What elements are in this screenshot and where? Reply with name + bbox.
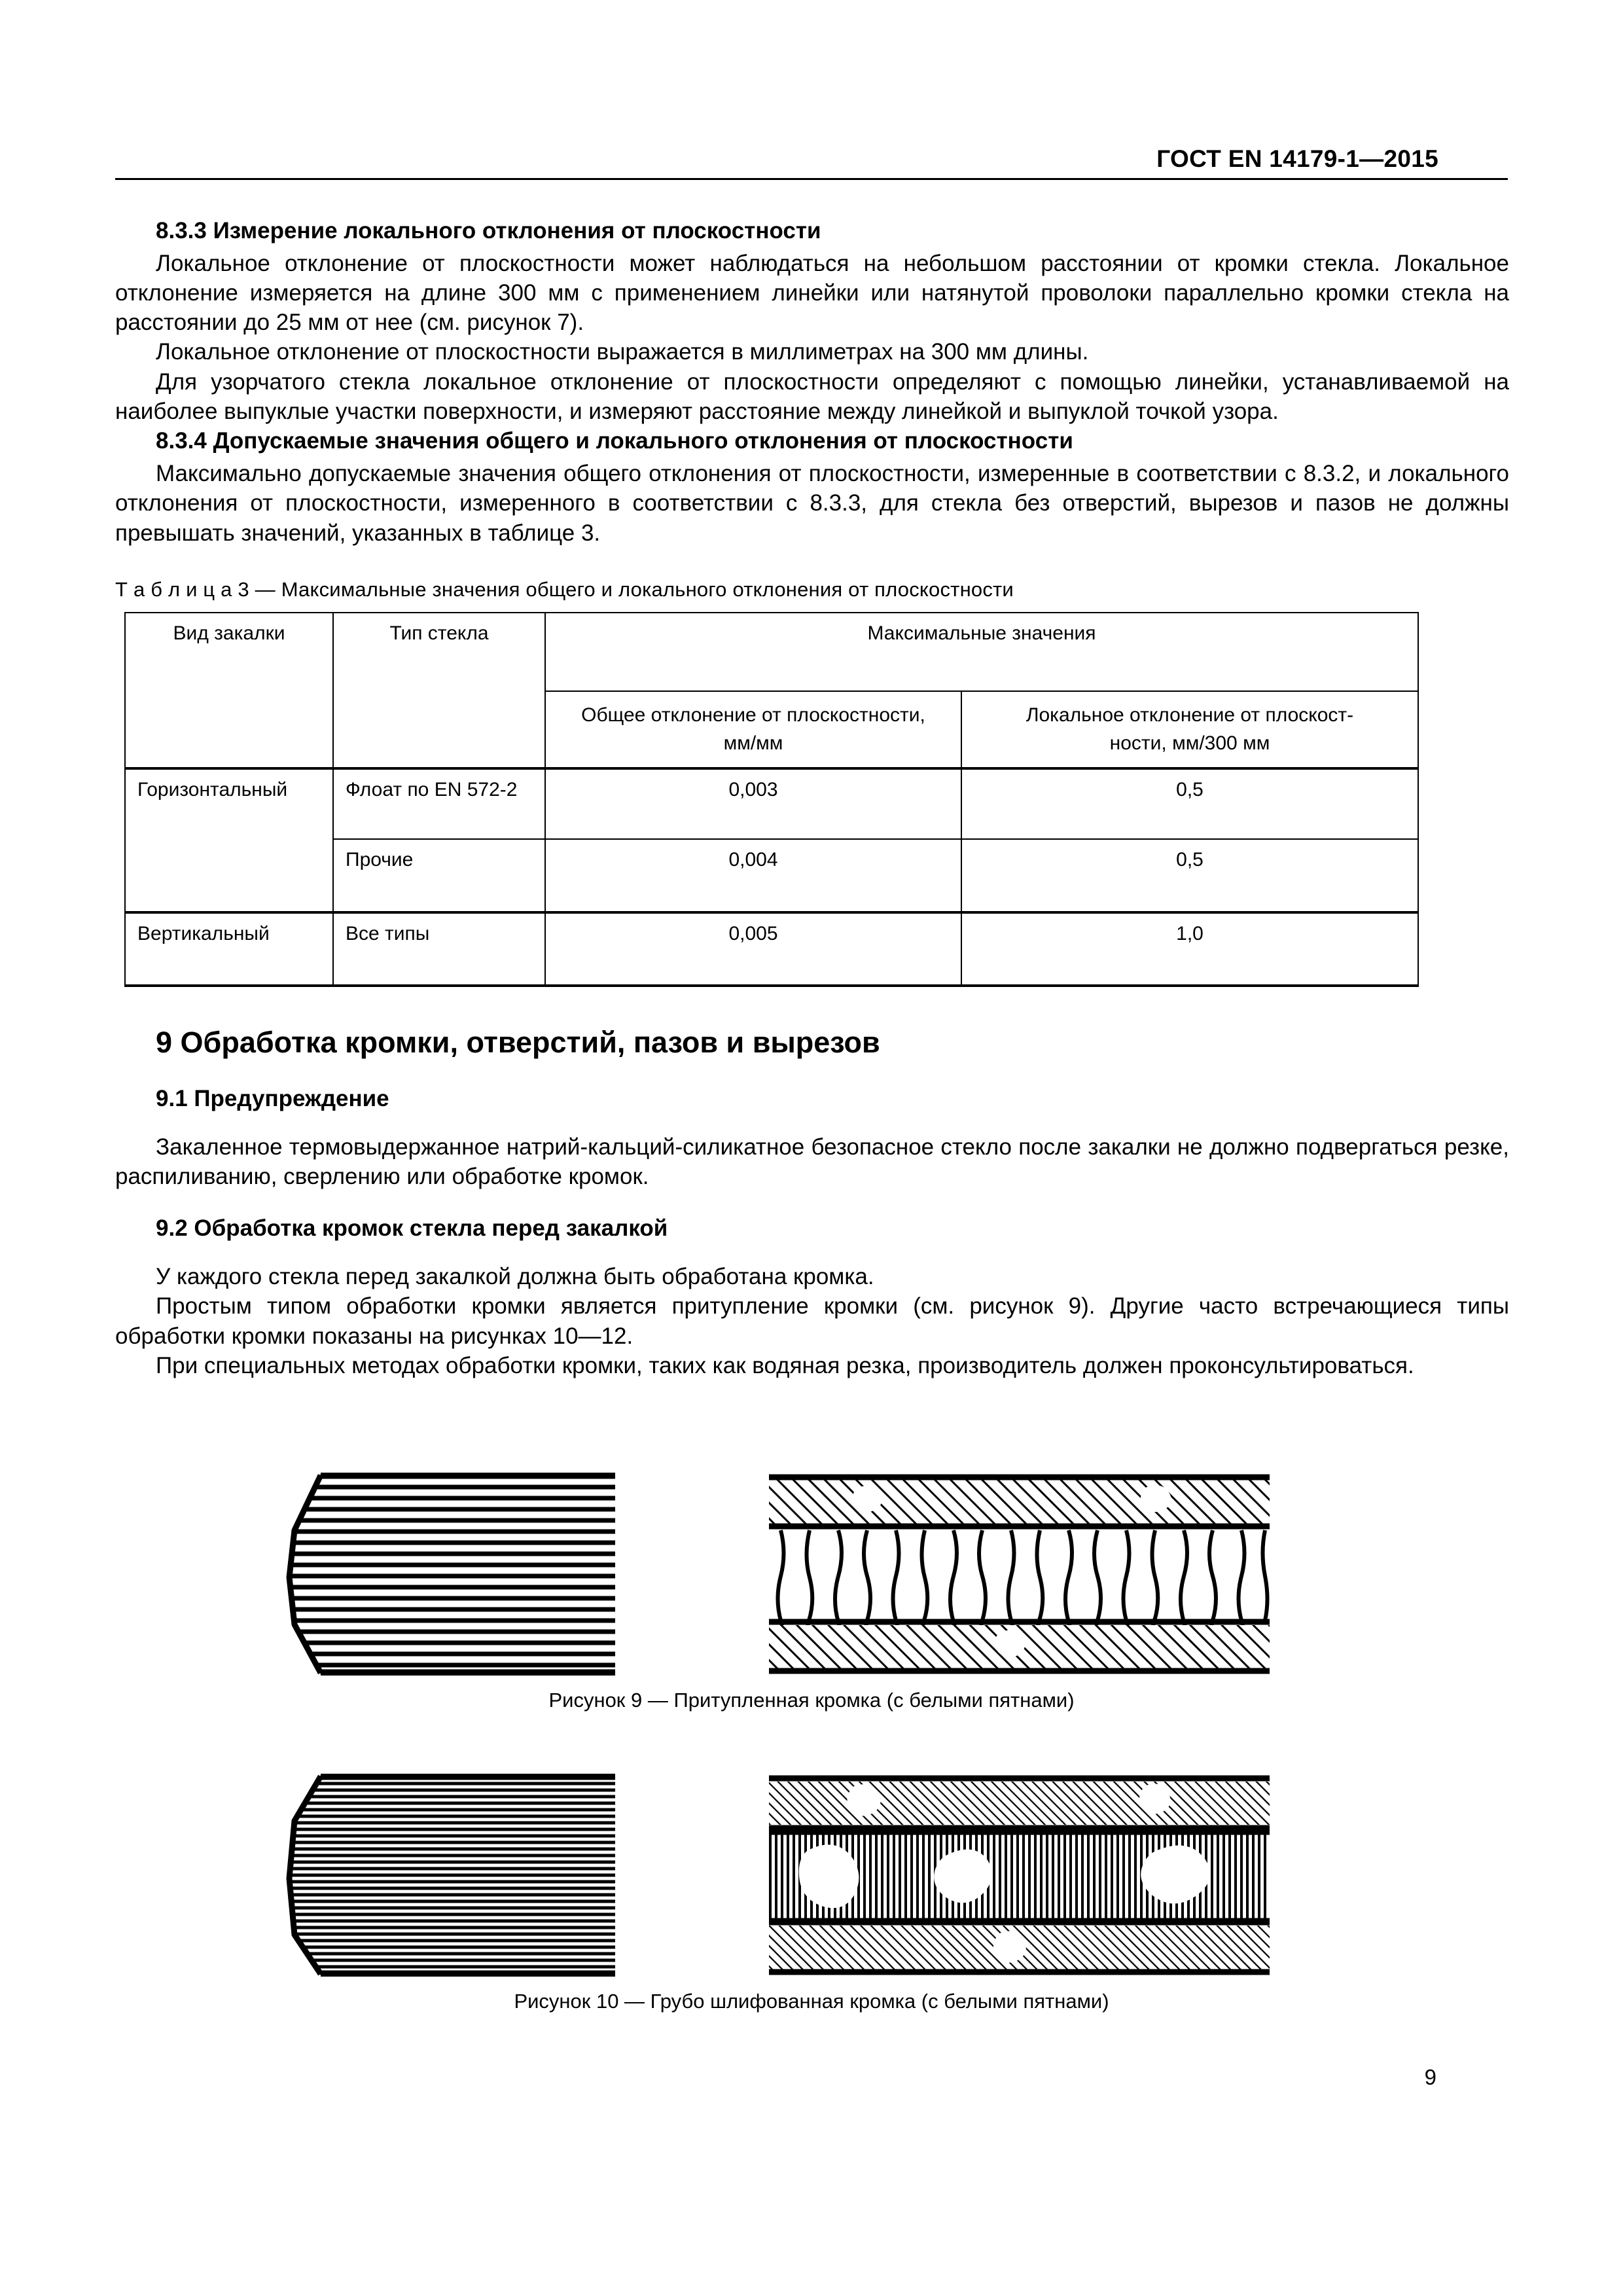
figure-9-block <box>0 1473 1623 1712</box>
table-cell-overall-deviation: 0,005 <box>545 912 961 986</box>
table-cell-glass-type: Прочие <box>333 839 545 912</box>
paragraph-9-2-3: При специальных методах обработки кромки, таких как водяная резка, производитель должен проконсультироваться. <box>156 1352 1414 1378</box>
figure-9-edge-profile-diagram <box>275 1473 615 1676</box>
heading-9-2: 9.2 Обработка кромок стекла перед закалкой <box>156 1215 668 1242</box>
paragraph-9-2-1: У каждого стекла перед закалкой должна быть обработана кромка. <box>156 1263 874 1289</box>
table-header-max-values-group: Максимальные значения <box>545 613 1418 691</box>
figure-10-edge-surface-diagram <box>769 1774 1270 1977</box>
header-divider-line <box>115 178 1508 180</box>
rough-ground-edge-surface-icon <box>769 1774 1270 1977</box>
paragraph-9-1-1: Закаленное термовыдержанное натрий-кальций-силикатное безопасное стекло после закалки не должно подвергаться резке, распиливанию, сверлению или обработке кромок. <box>115 1134 1509 1190</box>
figure-10-caption: Рисунок 10 — Грубо шлифованная кромка (с белыми пятнами) <box>514 1990 1109 2013</box>
paragraph-8-3-3-2: Локальное отклонение от плоскостности выражается в миллиметрах на 300 мм длины. <box>156 339 1089 365</box>
table-cell-local-deviation: 1,0 <box>961 912 1418 986</box>
table-cell-temper-type: Вертикальный <box>125 912 333 986</box>
table-row <box>125 912 1418 986</box>
blunted-edge-surface-icon <box>769 1473 1270 1676</box>
table-cell-temper-type: Горизонтальный <box>125 768 333 912</box>
table-header-overall-deviation: Общее отклонение от плоскостности, мм/мм <box>545 691 961 768</box>
paragraph-8-3-3-1: Локальное отклонение от плоскостности может наблюдаться на небольшом расстоянии от кромки стекла. Локальное отклонение измеряется на длине 300 мм с применением линейки или натянутой проволоки параллельно кромки стекла на расстоянии до 25 мм от нее (см. рисунок 7). <box>115 250 1509 336</box>
table-cell-local-deviation: 0,5 <box>961 839 1418 912</box>
paragraph-8-3-4-1: Максимально допускаемые значения общего отклонения от плоскостности, измеренные в соответствии с 8.3.2, и локального отклонения от плоскостности, измеренного в соответствии с 8.3.3, для стекла без отверстий, вырезов и пазов не должны превышать значений, указанных в таблице 3. <box>115 460 1509 546</box>
table-header-local-deviation: Локальное отклонение от плоскост- ности, мм/300 мм <box>961 691 1418 768</box>
heading-8-3-4: 8.3.4 Допускаемые значения общего и локального отклонения от плоскостности <box>156 428 1073 454</box>
table-cell-overall-deviation: 0,003 <box>545 768 961 839</box>
heading-section-9: 9 Обработка кромки, отверстий, пазов и вырезов <box>156 1025 880 1059</box>
table-cell-local-deviation: 0,5 <box>961 768 1418 839</box>
figure-10-illustrations <box>0 1774 1623 1990</box>
page-number: 9 <box>1424 2065 1436 2089</box>
table-3-caption: Т а б л и ц а 3 — Максимальные значения общего и локального отклонения от плоскостности <box>115 577 1014 601</box>
table-cell-glass-type: Все типы <box>333 912 545 986</box>
figure-10-block <box>0 1774 1623 2013</box>
table-header-temper-type: Вид закалки <box>125 613 333 768</box>
paragraph-9-2-2: Простым типом обработки кромки является притупление кромки (см. рисунок 9). Другие часто встречающиеся типы обработки кромки показаны на рисунках 10—12. <box>115 1293 1509 1349</box>
heading-9-1: 9.1 Предупреждение <box>156 1086 389 1112</box>
page-header-standard-title: ГОСТ EN 14179-1—2015 <box>1156 145 1438 172</box>
figure-9-illustrations <box>0 1473 1623 1689</box>
ground-edge-profile-icon <box>275 1774 615 1977</box>
arrised-edge-profile-icon <box>275 1473 615 1676</box>
table-3-max-flatness-values <box>124 612 1419 987</box>
figure-9-caption: Рисунок 9 — Притупленная кромка (с белыми пятнами) <box>548 1689 1075 1712</box>
table-row <box>125 768 1418 839</box>
paragraph-8-3-3-3: Для узорчатого стекла локальное отклонение от плоскостности определяют с помощью линейки, устанавливаемой на наиболее выпуклые участки поверхности, и измеряют расстояние между линейкой и выпуклой точкой узора. <box>115 368 1509 425</box>
table-cell-overall-deviation: 0,004 <box>545 839 961 912</box>
figure-9-edge-surface-diagram <box>769 1473 1270 1676</box>
table-header-row-group <box>125 613 1418 691</box>
table-cell-glass-type: Флоат по EN 572-2 <box>333 768 545 839</box>
table-header-glass-type: Тип стекла <box>333 613 545 768</box>
figure-10-edge-profile-diagram <box>275 1774 615 1977</box>
document-body <box>115 216 1509 1380</box>
heading-8-3-3: 8.3.3 Измерение локального отклонения от плоскостности <box>156 218 821 243</box>
